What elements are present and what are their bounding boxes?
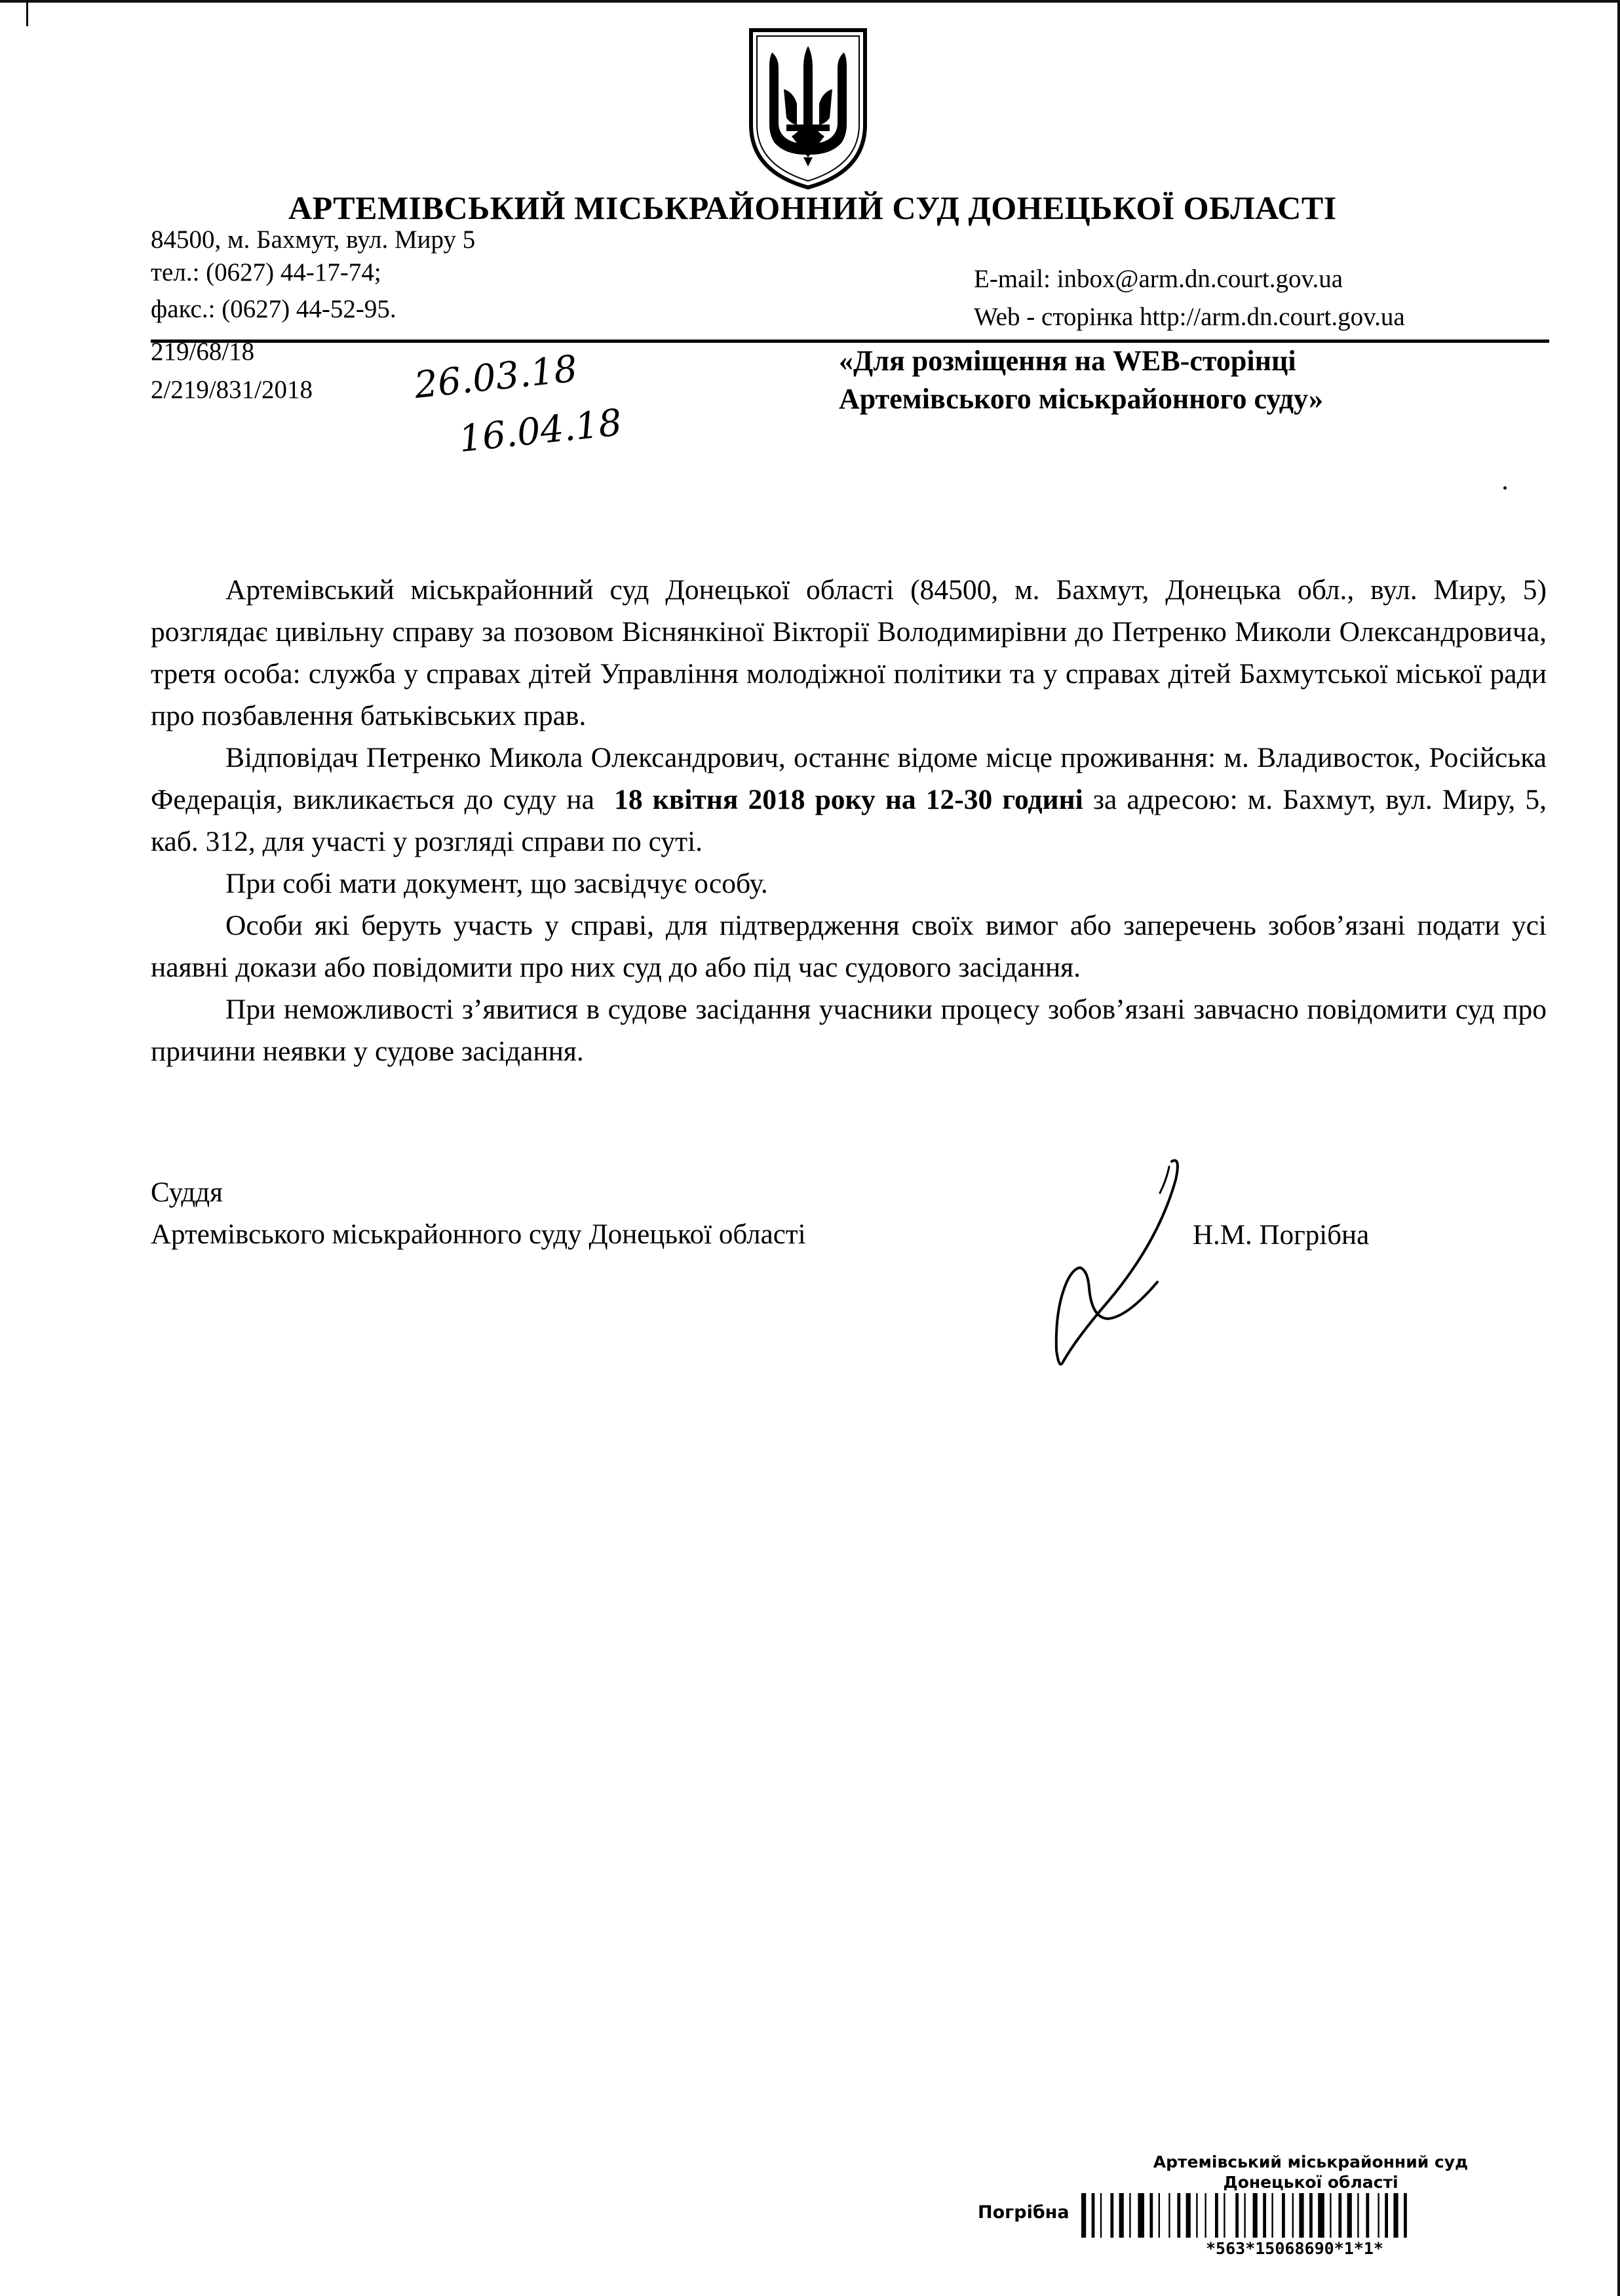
- trident-coat-of-arms-icon: [746, 26, 870, 190]
- handwritten-date-2: 16.04.18: [457, 401, 625, 461]
- hearing-date: 18 квітня 2018 року на 12-30 годині: [614, 784, 1083, 815]
- paragraph-case: Артемівський міськрайонний суд Донецької області (84500, м. Бахмут, Донецька обл., вул. Миру, 5) розглядає цивільну справу за позовом Віснянкіної Вікторії Володимирівни до Петренко Миколи Олександровича, третя особа: служба у справах дітей Управління молодіжної політики та у справах дітей Бахмутської міської ради про позбавлення батьківських прав.: [151, 574, 1547, 731]
- barcode-bar: [1253, 2193, 1258, 2238]
- barcode-bar: [1224, 2193, 1225, 2238]
- scan-corner-mark: [0, 0, 28, 26]
- scan-edge-top: [0, 0, 1620, 3]
- barcode-bar: [1393, 2193, 1398, 2238]
- barcode-bar: [1309, 2193, 1313, 2238]
- court-website: Web - сторінка http://arm.dn.court.gov.ua: [974, 303, 1405, 331]
- paragraph-evidence: Особи які беруть участь у справі, для підтвердження своїх вимог або заперечень зобов’язані подати усі наявні докази або повідомити про них суд до або під час судового засідання.: [151, 910, 1547, 983]
- stamp-court-name: [1140, 2152, 1481, 2193]
- barcode-bar: [1292, 2193, 1294, 2238]
- barcode-bar: [1186, 2193, 1191, 2238]
- barcode-bar: [1357, 2193, 1359, 2238]
- barcode-bar: [1119, 2193, 1124, 2238]
- barcode-bar: [1271, 2193, 1273, 2238]
- barcode-bar: [1404, 2193, 1407, 2238]
- court-fax: факс.: (0627) 44-52-95.: [151, 295, 396, 323]
- barcode-bar: [1244, 2193, 1245, 2238]
- judge-title-line-1: Суддя: [151, 1177, 223, 1208]
- barcode-bar: [1366, 2193, 1369, 2238]
- court-phone: тел.: (0627) 44-17-74;: [151, 258, 381, 286]
- barcode-bar: [1092, 2193, 1095, 2238]
- stamp-court-line-1: Артемівський міськрайонний суд: [1153, 2152, 1469, 2171]
- judge-signature: [1029, 1154, 1199, 1370]
- paragraph-id-document: При собі мати документ, що засвідчує особу.: [225, 868, 768, 899]
- court-address: 84500, м. Бахмут, вул. Миру 5: [151, 225, 476, 254]
- barcode-bar: [1110, 2193, 1113, 2238]
- barcode-bar: [1385, 2193, 1388, 2238]
- web-note-line-2: Артемівського міськрайонного суду»: [839, 383, 1324, 415]
- barcode-bar: [1129, 2193, 1130, 2238]
- barcode-bar: [1338, 2193, 1341, 2238]
- web-note-line-1: «Для розміщення на WEB-сторінці: [839, 345, 1296, 377]
- barcode-bar: [1100, 2193, 1102, 2238]
- barcode-bar: [1330, 2193, 1331, 2238]
- registration-number: 219/68/18: [151, 338, 255, 366]
- paragraph-absence: При неможливості з’явитися в судове засідання учасники процесу зобов’язані завчасно повідомити суд про причини неявки у судове засідання.: [151, 994, 1547, 1067]
- barcode-bar: [1299, 2193, 1303, 2238]
- paragraph-summons: [151, 737, 1547, 863]
- barcode-bar: [1263, 2193, 1266, 2238]
- judge-name: Н.М. Погрібна: [1193, 1220, 1370, 1251]
- barcode-code: *563*15068690*1*1*: [1206, 2239, 1383, 2258]
- judge-title-line-2: Артемівського міськрайонного суду Донецької області: [151, 1219, 806, 1250]
- handwritten-date-1: 26.03.18: [412, 347, 580, 407]
- notice-body: [151, 569, 1547, 1072]
- barcode-bar: [1215, 2193, 1218, 2238]
- barcode-bar: [1081, 2193, 1086, 2238]
- stray-dot: [1503, 486, 1507, 490]
- barcode-bar: [1378, 2193, 1379, 2238]
- barcode-bar: [1235, 2193, 1239, 2238]
- case-number: 2/219/831/2018: [151, 376, 313, 404]
- barcode-bar: [1347, 2193, 1352, 2238]
- barcode-bar: [1196, 2193, 1197, 2238]
- barcode-bar: [1205, 2193, 1206, 2238]
- barcode-bar: [1168, 2193, 1170, 2238]
- barcode-bar: [1159, 2193, 1160, 2238]
- barcode-bar: [1138, 2193, 1144, 2238]
- stamp-court-line-2: Донецької області: [1223, 2173, 1398, 2192]
- web-publication-note: [839, 342, 1323, 418]
- summons-text-start: Відповідач Петренко Микола Олександрович, останнє відоме місце проживання: м. Владивосток, Російська Федерація, викликається до суду на: [151, 742, 1547, 815]
- court-name-heading: АРТЕМІВСЬКИЙ МІСЬКРАЙОННИЙ СУД ДОНЕЦЬКОЇ ОБЛАСТІ: [288, 189, 1337, 226]
- barcode-icon: [1079, 2193, 1541, 2238]
- summons-text-end: за адресою: м. Бахмут, вул. Миру, 5, каб. 312, для участі у розгляді справи по суті.: [151, 784, 1547, 857]
- court-email: E-mail: inbox@arm.dn.court.gov.ua: [974, 265, 1343, 293]
- scan-edge-right: [1617, 0, 1620, 2296]
- judge-title: [151, 1172, 806, 1256]
- barcode-bar: [1149, 2193, 1153, 2238]
- barcode-bar: [1318, 2193, 1324, 2238]
- stamp-judge-name: Погрібна: [978, 2202, 1070, 2223]
- barcode-bar: [1282, 2193, 1285, 2238]
- barcode-bar: [1177, 2193, 1180, 2238]
